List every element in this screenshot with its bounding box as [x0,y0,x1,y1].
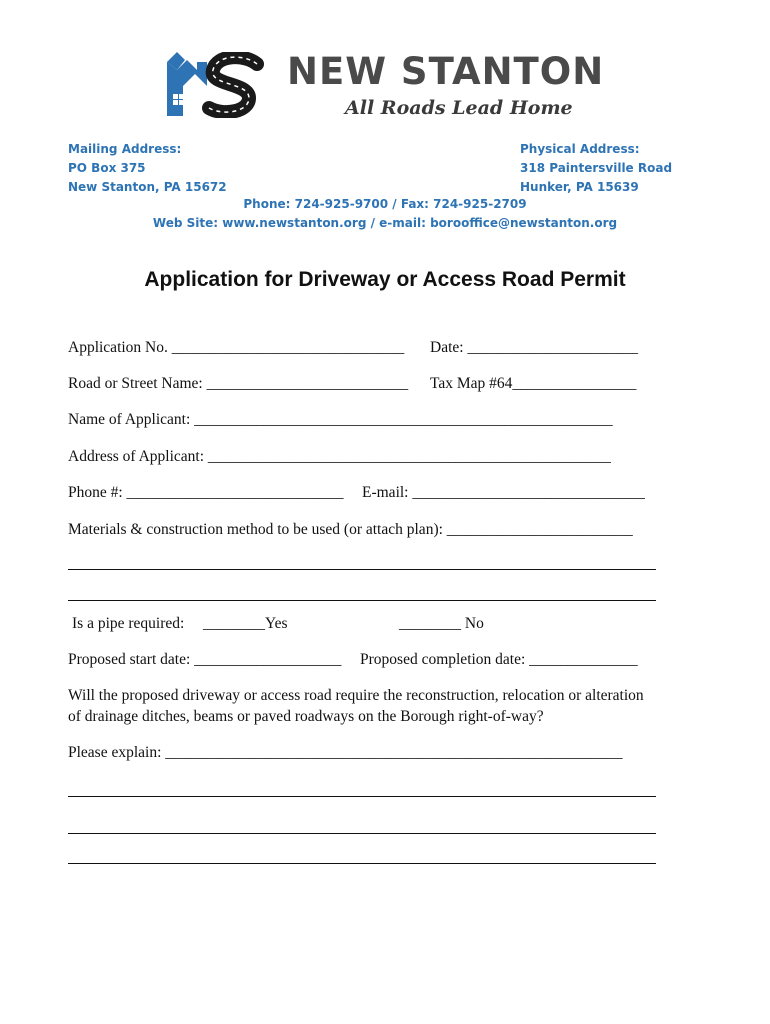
mailing-address-heading: Mailing Address: [68,142,182,156]
applicant-name-field[interactable]: Name of Applicant: ______________________________________________________ [68,411,613,428]
applicant-address-field[interactable]: Address of Applicant: ____________________________________________________ [68,448,611,465]
phone-fax: Phone: 724-925-9700 / Fax: 724-925-2709 [243,197,527,211]
physical-address-line1: 318 Paintersville Road [520,161,673,175]
explain-blank-line-1[interactable] [68,795,656,797]
mailing-address-line2: New Stanton, PA 15672 [68,180,227,194]
road-name-field[interactable]: Road or Street Name: __________________________ [68,375,409,392]
completion-date-field[interactable]: Proposed completion date: ______________ [360,651,638,668]
brand-tagline: All Roads Lead Home [345,97,573,119]
tax-map-field[interactable]: Tax Map #64________________ [430,375,637,392]
application-no-field[interactable]: Application No. ______________________________ [68,339,405,356]
reconstruction-question-line1: Will the proposed driveway or access road require the reconstruction, relocation or alteration [68,687,644,704]
pipe-question: Is a pipe required: [72,615,185,632]
logo-house-road-icon [165,52,265,118]
logo [165,52,265,118]
physical-address-line2: Hunker, PA 15639 [520,180,639,194]
physical-address [520,140,672,197]
explain-blank-line-3[interactable] [68,862,656,864]
email-field[interactable]: E-mail: ______________________________ [362,484,645,501]
start-date-field[interactable]: Proposed start date: ___________________ [68,651,342,668]
mailing-address-line1: PO Box 375 [68,161,146,175]
date-field[interactable]: Date: ______________________ [430,339,638,356]
pipe-no-option[interactable]: ________ No [399,615,484,632]
phone-field[interactable]: Phone #: ____________________________ [68,484,344,501]
form-title: Application for Driveway or Access Road Permit [144,268,626,291]
physical-address-heading: Physical Address: [520,142,640,156]
please-explain-field[interactable]: Please explain: ___________________________________________________________ [68,744,623,761]
materials-field[interactable]: Materials & construction method to be used (or attach plan): ________________________ [68,521,633,538]
reconstruction-question-line2: of drainage ditches, beams or paved roadways on the Borough right-of-way? [68,708,544,725]
web-email: Web Site: www.newstanton.org / e-mail: borooffice@newstanton.org [152,216,618,230]
materials-blank-line-1[interactable] [68,568,656,570]
brand-name: NEW STANTON [287,50,605,93]
explain-blank-line-2[interactable] [68,832,656,834]
mailing-address [68,140,227,197]
materials-blank-line-2[interactable] [68,599,656,601]
pipe-yes-option[interactable]: ________Yes [203,615,288,632]
